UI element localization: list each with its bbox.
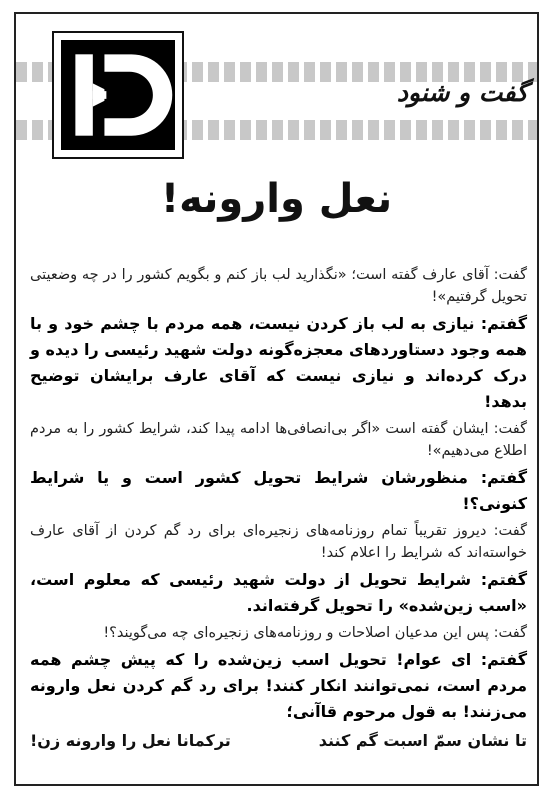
dialogue-reply-2: گفتم: منظورشان شرایط تحویل کشور است و یا شرایط کنونی؟! bbox=[30, 468, 527, 513]
dialogue-reply-4: گفتم: ای عوام! تحویل اسب زین‌شده را که پیش چشم همه مردم است، نمی‌توانند انکار کنند! برای رد گم کردن نعل وارونه می‌زنند! به قول مرحوم قاآنی؛ bbox=[30, 650, 527, 721]
verse-second-half: ترکمانا نعل را وارونه زن! bbox=[30, 731, 231, 750]
dialogue-reply-1: گفتم: نیازی به لب باز کردن نیست، همه مردم با چشم خود و با همه وجود دستاوردهای معجزه‌گونه دولت شهید رئیسی را دیده و درک کرده‌اند و نیازی نیست که آقای عارف برایشان توضیح بدهد! bbox=[30, 314, 527, 411]
article-body bbox=[30, 264, 527, 754]
dialogue-said-3: گفت: دیروز تقریباً تمام روزنامه‌های زنجیره‌ای برای رد گم کردن از آقای عارف خواسته‌اند که شرایط را اعلام کند! bbox=[30, 523, 527, 561]
dialogue-said-4: گفت: پس این مدعیان اصلاحات و روزنامه‌های زنجیره‌ای چه می‌گویند؟! bbox=[103, 625, 527, 641]
verse-first-half: تا نشان سمّ اسبت گم کنند bbox=[318, 731, 527, 750]
dialogue-said-1: گفت: آقای عارف گفته است؛ «نگذارید لب باز کنم و بگویم کشور را در چه وضعیتی تحویل گرفتیم»! bbox=[30, 267, 527, 305]
newspaper-logo-icon bbox=[52, 31, 184, 159]
column-title: گفت و شنود bbox=[396, 78, 528, 107]
poem-verse bbox=[30, 728, 527, 754]
headline: نعل وارونه! bbox=[160, 176, 393, 222]
dialogue-said-2: گفت: ایشان گفته است «اگر بی‌انصافی‌ها ادامه پیدا کند، شرایط کشور را به مردم اطلاع می‌دهیم»! bbox=[30, 421, 527, 459]
logo-mark bbox=[54, 33, 182, 157]
dialogue-reply-3: گفتم: شرایط تحویل از دولت شهید رئیسی که معلوم است، «اسب زین‌شده» را تحویل گرفته‌اند. bbox=[30, 570, 527, 615]
